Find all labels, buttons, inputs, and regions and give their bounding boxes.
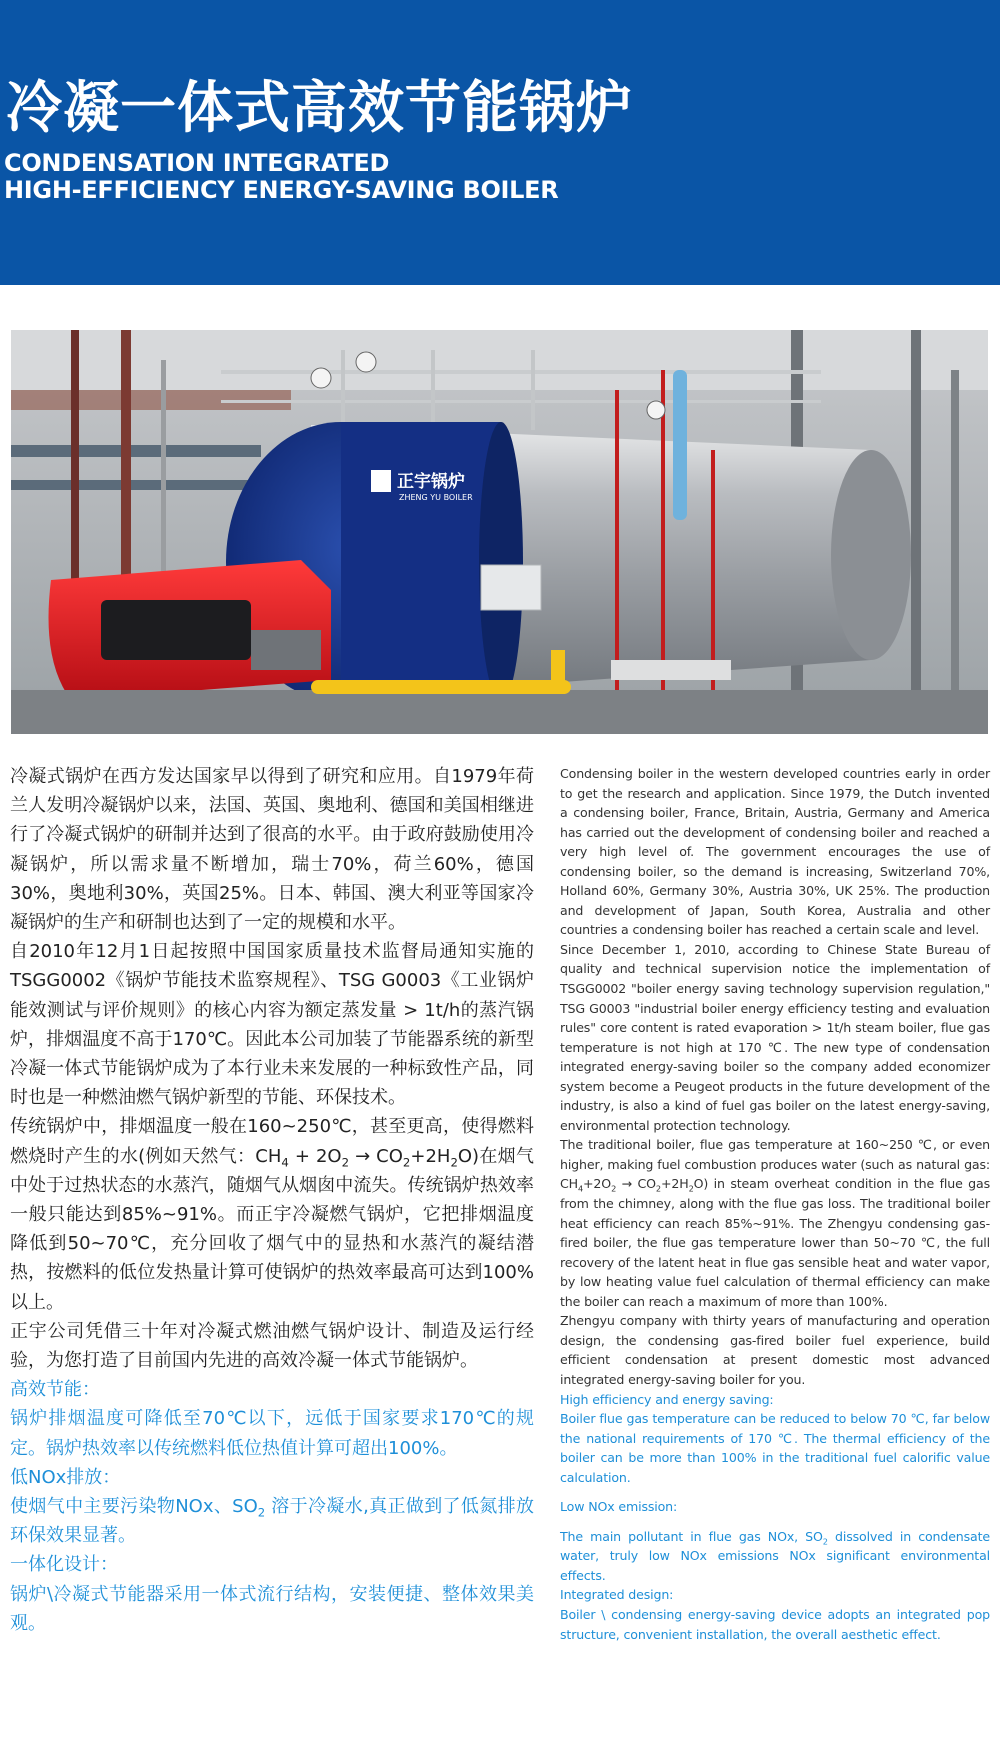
heading-cn-integrated: 一体化设计： [10, 1554, 118, 1576]
text-cn-integrated: 锅炉\冷凝式节能器采用一体式流行结构，安装便捷、整体效果美观。 [10, 1583, 534, 1634]
heading-en-integrated: Integrated design: [560, 1587, 674, 1603]
text-cn-efficiency: 锅炉排烟温度可降低至70℃以下，远低于国家要求170℃的规定。锅炉热效率以传统燃料低位热值计算可超出100%。 [10, 1408, 534, 1459]
heading-cn-nox: 低NOx排放： [10, 1466, 121, 1488]
page-title-cn: 冷凝一体式高效节能锅炉 [6, 76, 633, 141]
text-cn-nox: 使烟气中主要污染物NOx、$SO_2$ 溶于冷凝水,真正做到了低氮排放环保效果显著。 [10, 1496, 534, 1547]
paragraph-cn-3: 传统锅炉中，排烟温度一般在160~250℃，甚至更高，使得燃料燃烧时产生的水(例如天然气：$CH_4 + 2O_2 \to CO_2+2H_2O$)在烟气中处于过热状态的水蒸汽，随烟气从烟囱中流失。传统锅炉热效率一般只能达到85%~91%。而正宇冷凝燃气锅炉，它把排烟温度降低到50~70℃，充分回收了烟气中的显热和水蒸汽的凝结潜热，按燃料的低位发热量计算可使锅炉的热效率最高可达到100%以上。 [10, 1116, 534, 1313]
paragraph-cn-4: 正宇公司凭借三十年对冷凝式燃油燃气锅炉设计、制造及运行经验，为您打造了目前国内先进的高效冷凝一体式节能锅炉。 [10, 1320, 534, 1372]
text-en-nox: The main pollutant in flue gas NOx, $SO_2$ dissolved in condensate water, truly low NOx emissions NOx significant environmental effects. [560, 1528, 990, 1583]
paragraph-en-4: Zhengyu company with thirty years of manufacturing and operation design, the condensing gas-fired boiler fuel experience, build efficient condensation at present domestic most advanced integrated energy-saving boiler for you. [560, 1313, 990, 1387]
heading-en-nox: Low NOx emission: [560, 1499, 678, 1515]
brand-logo-en: ZHENG YU BOILER [399, 493, 473, 502]
paragraph-en-2: Since December 1, 2010, according to Chinese State Bureau of quality and technical supervision notice the implementation of TSGG0002 "boiler energy saving technology supervision regulation," TSG G0003 "industrial boiler energy efficiency testing and evaluation rules" core content is rated evaporation > 1t/h steam boiler, flue gas temperature is not high at 170 ℃. The new type of condensation integrated energy-saving boiler so the company added economizer system become a Peugeot products in the future development of the industry, is also a kind of fuel gas boiler on the latest energy-saving, environmental protection technology. [560, 941, 990, 1133]
paragraph-cn-2: 自2010年12月1日起按照中国国家质量技术监督局通知实施的TSGG0002《锅炉节能技术监察规程》、TSG G0003《工业锅炉能效测试与评价规则》的核心内容为额定蒸发量 > 1t/h的蒸汽锅炉，排烟温度不高于170℃。因此本公司加装了节能器系统的新型冷凝一体式节能锅炉成为了本行业未来发展的一种标致性产品，同时也是一种燃油燃气锅炉新型的节能、环保技术。 [10, 941, 534, 1109]
page-title-en-line2: HIGH-EFFICIENCY ENERGY-SAVING BOILER [4, 176, 559, 204]
description-cn [10, 762, 534, 1638]
heading-en-efficiency: High efficiency and energy saving: [560, 1391, 774, 1407]
heading-cn-efficiency: 高效节能： [10, 1379, 100, 1401]
page-title-en [4, 150, 558, 204]
paragraph-cn-1: 冷凝式锅炉在西方发达国家早以得到了研究和应用。自1979年荷兰人发明冷凝锅炉以来，法国、英国、奥地利、德国和美国相继进行了冷凝式锅炉的研制并达到了很高的水平。由于政府鼓励使用冷凝锅炉，所以需求量不断增加，瑞士70%，荷兰60%，德国30%，奥地利30%，英国25%。日本、韩国、澳大利亚等国家冷凝锅炉的生产和研制也达到了一定的规模和水平。 [10, 766, 534, 934]
paragraph-en-3: The traditional boiler, flue gas temperature at 160~250 ℃, or even higher, making fuel combustion produces water (such as natural gas: $CH_4+2O_2 \to CO_2+2H_2O$) in steam overheat condition in the flue gas from the chimney, along with the flue gas loss. The traditional boiler heat efficiency can reach 85%~91%. The Zhengyu condensing gas-fired boiler, the flue gas temperature lower than 50~70 ℃, the full recovery of the latent heat in flue gas sensible heat and water vapor, by low heating value fuel calculation of thermal efficiency can make the boiler can reach a maximum of more than 100%. [560, 1137, 990, 1309]
boiler-photo [11, 330, 988, 734]
brand-logo-cn: 正宇锅炉 [397, 472, 465, 492]
header-banner [0, 0, 1000, 285]
description-en [560, 764, 990, 1644]
text-en-efficiency: Boiler flue gas temperature can be reduced to below 70 ℃, far below the national requirements of 170 ℃. The thermal efficiency of the boiler can be more than 100% in the traditional fuel calorific value calculation. [560, 1411, 990, 1485]
paragraph-en-1: Condensing boiler in the western developed countries early in order to get the research and application. Since 1979, the Dutch invented a condensing boiler, France, Britain, Austria, Germany and America has carried out the development of condensing boiler and reached a very high level of. The government encourages the use of condensing boiler, so the demand is increasing, Switzerland 70%, Holland 60%, Germany 30%, Austria 30%, UK 25%. The production and development of Japan, South Korea, Australia and other countries a condensing boiler has reached a certain scale and level. [560, 766, 990, 938]
text-en-integrated: Boiler \ condensing energy-saving device adopts an integrated pop structure, convenient installation, the overall aesthetic effect. [560, 1606, 990, 1642]
page-title-en-line1: CONDENSATION INTEGRATED [4, 149, 390, 177]
